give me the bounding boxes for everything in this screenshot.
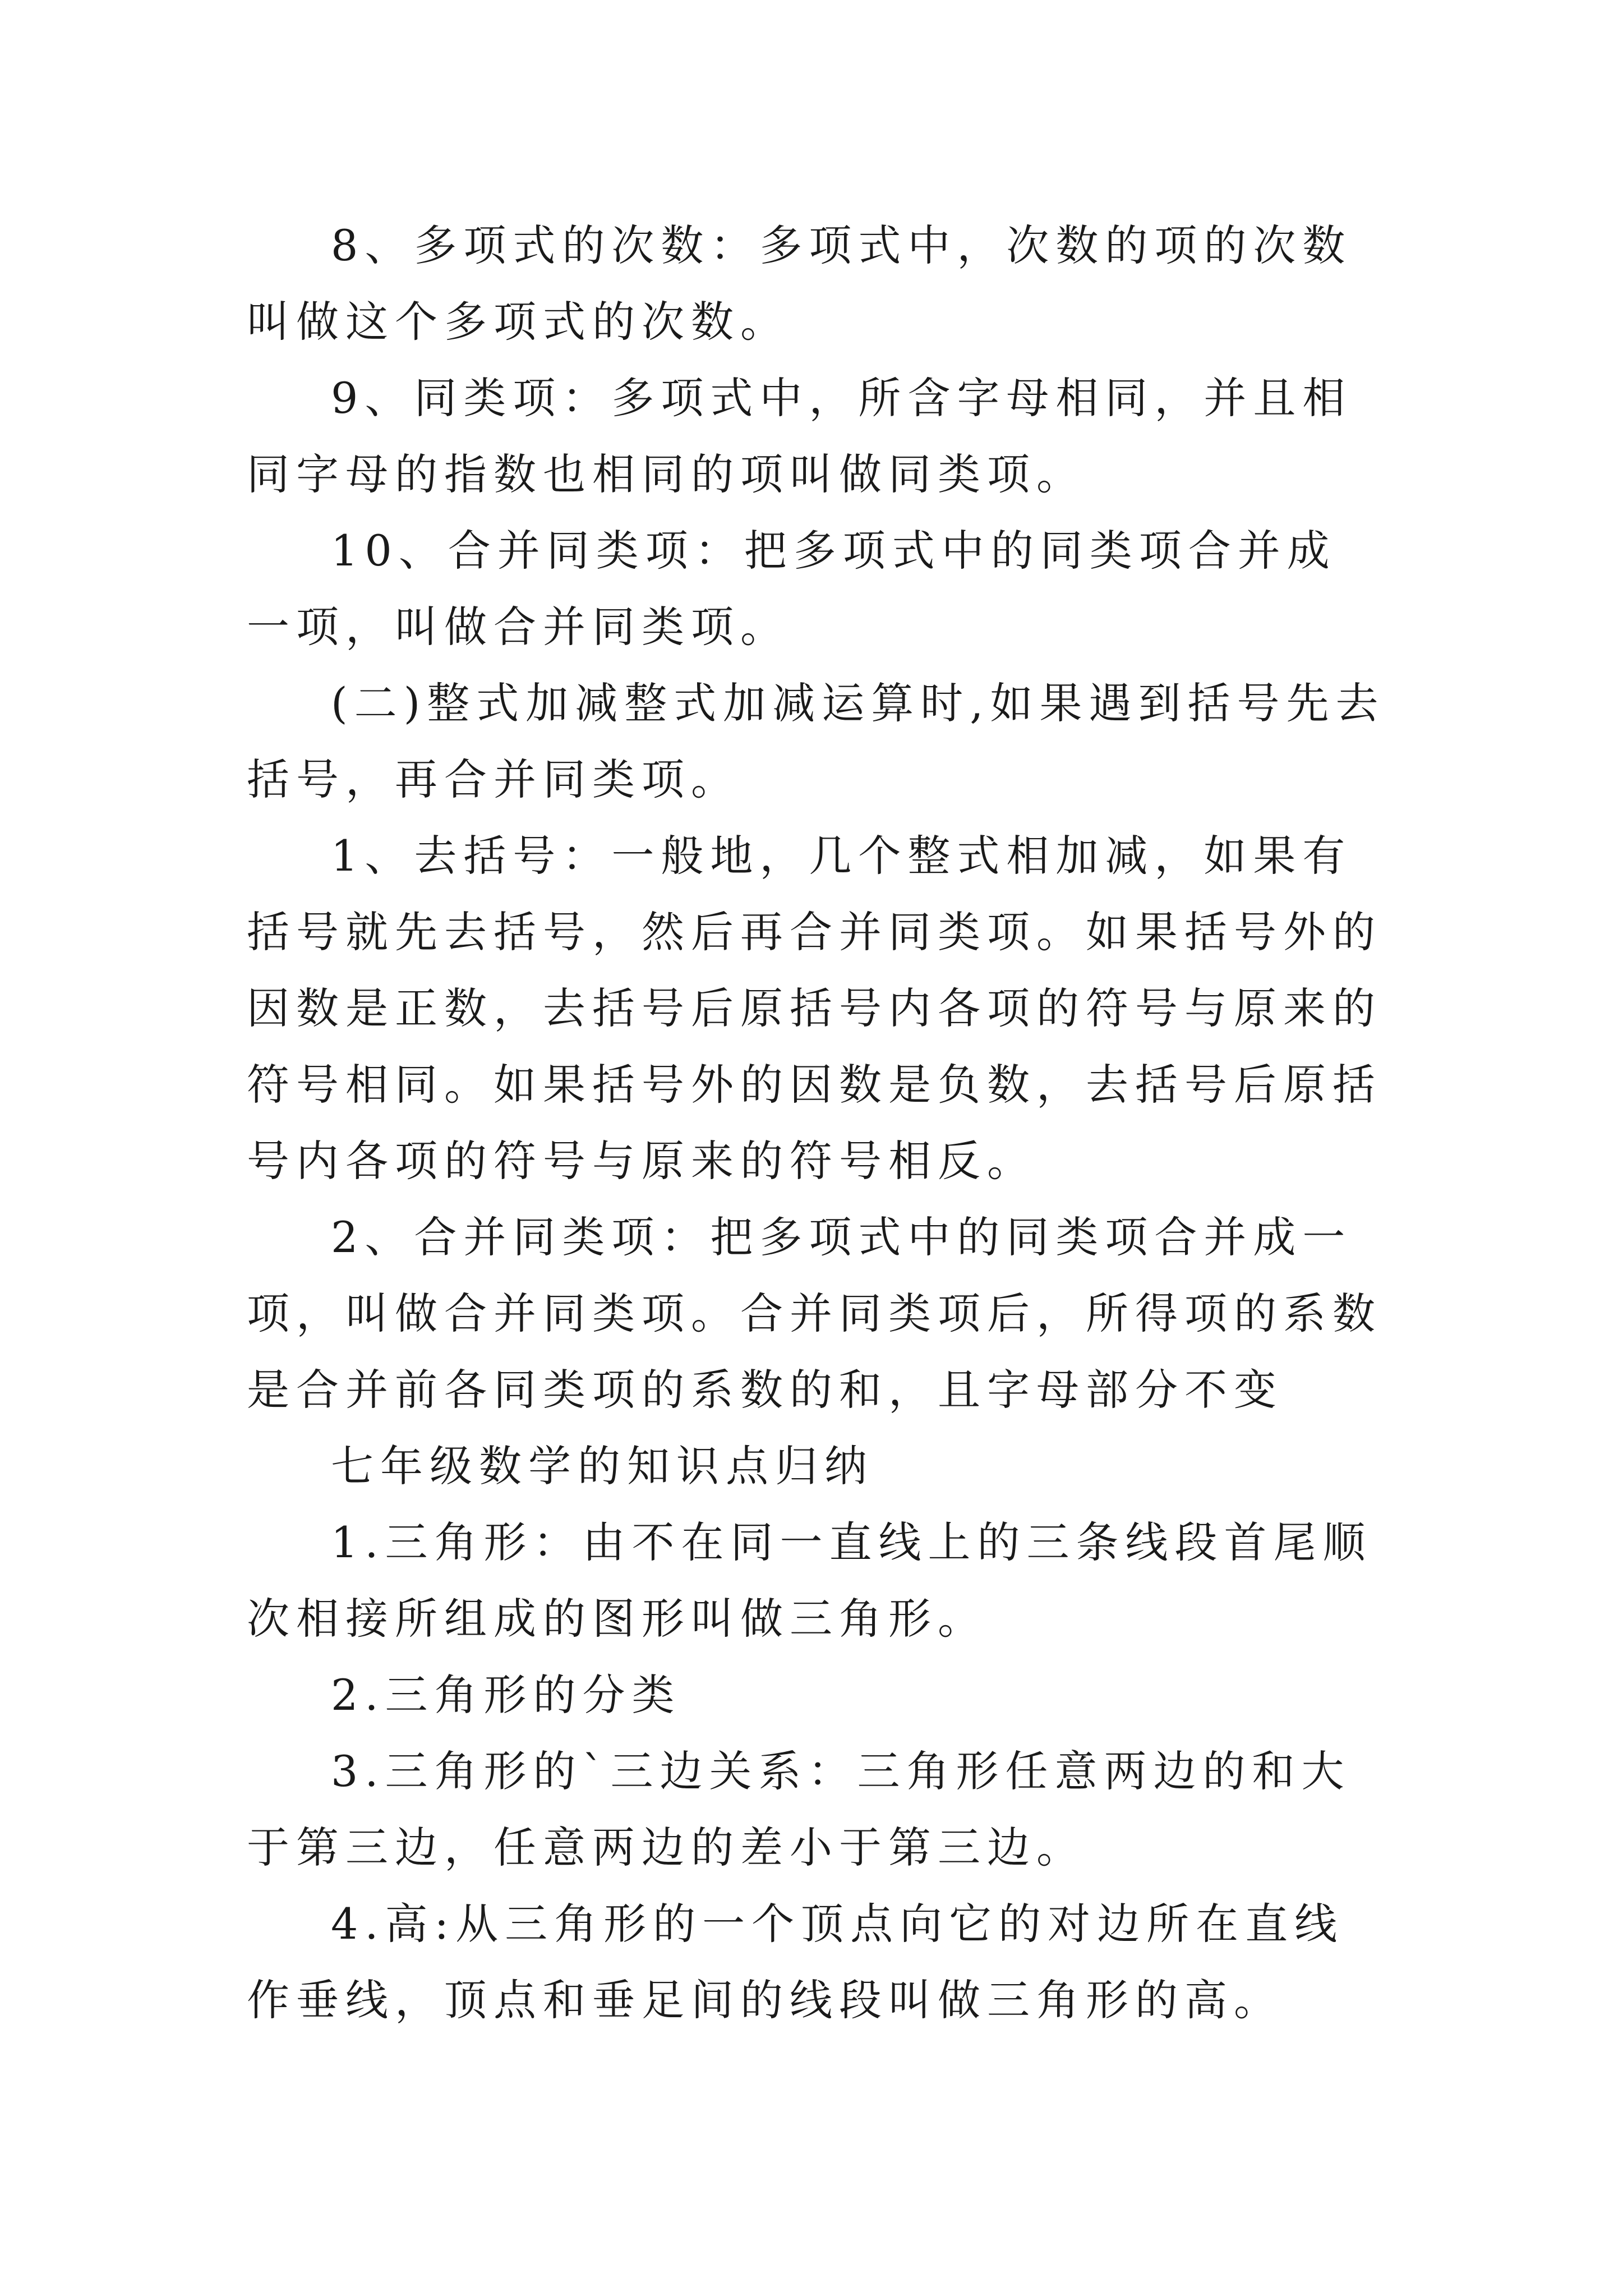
- paragraph-remove-brackets: 1、去括号：一般地，几个整式相加减，如果有括号就先去括号，然后再合并同类项。如果括号外的因数是正数，去括号后原括号内各项的符号与原来的符号相同。如果括号外的因数是负数，去括号后原括号内各项的符号与原来的符号相反。: [247, 831, 1382, 1186]
- paragraph-section-title: 七年级数学的知识点归纳: [331, 1441, 874, 1491]
- paragraph-combine-like-terms: 10、合并同类项：把多项式中的同类项合并成一项，叫做合并同类项。: [247, 526, 1336, 652]
- paragraph-triangle-definition: 1.三角形：由不在同一直线上的三条线段首尾顺次相接所组成的图形叫做三角形。: [247, 1517, 1372, 1644]
- paragraph-triangle-height: 4.高:从三角形的一个顶点向它的对边所在直线作垂线，顶点和垂足间的线段叫做三角形的高。: [247, 1899, 1344, 2025]
- paragraph-section-addition-subtraction: (二)整式加减整式加减运算时,如果遇到括号先去括号，再合并同类项。: [247, 678, 1385, 804]
- paragraph-polynomial-degree: 8、多项式的次数：多项式中，次数的项的次数叫做这个多项式的次数。: [247, 220, 1352, 347]
- document-body: [247, 208, 1385, 2039]
- paragraph-combine-like-terms-rule: 2、合并同类项：把多项式中的同类项合并成一项，叫做合并同类项。合并同类项后，所得项的系数是合并前各同类项的系数的和，且字母部分不变: [247, 1212, 1382, 1415]
- paragraph-triangle-classification: 2.三角形的分类: [331, 1670, 681, 1720]
- paragraph-like-terms: 9、同类项：多项式中，所含字母相同，并且相同字母的指数也相同的项叫做同类项。: [247, 373, 1352, 499]
- paragraph-triangle-sides: 3.三角形的`三边关系：三角形任意两边的和大于第三边，任意两边的差小于第三边。: [247, 1746, 1351, 1872]
